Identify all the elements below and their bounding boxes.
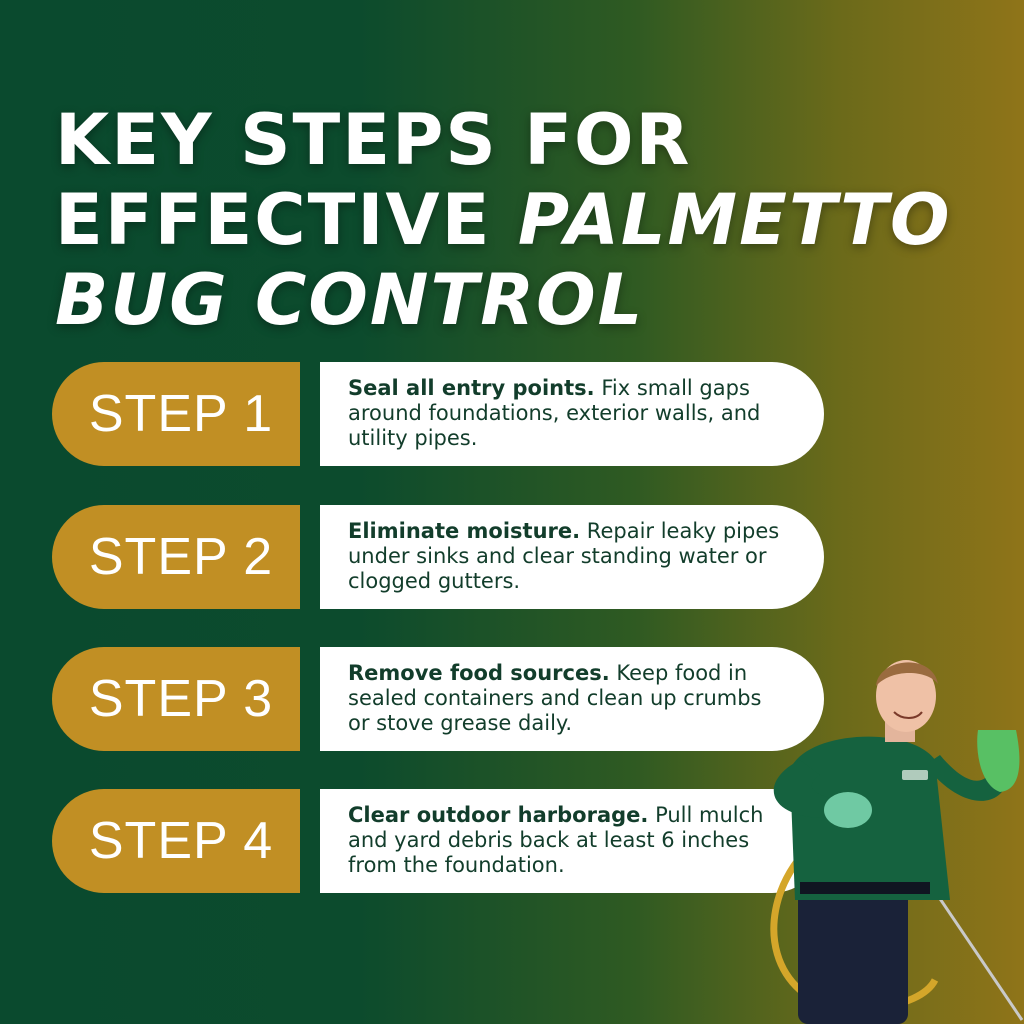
step-3 [52,647,824,751]
step-4-text: Pull mulch and yard debris back at least 6 inches from the foundation. [348,803,764,877]
step-2 [52,505,824,609]
step-1-text: Fix small gaps around foundations, exterior walls, and utility pipes. [348,376,761,450]
title-line-2-italic: PALMETTO [517,179,952,261]
left-glove [824,792,872,828]
step-2-lead: Eliminate moisture. [348,519,581,543]
step-2-description [320,505,824,609]
step-3-text: Keep food in sealed containers and clean up crumbs or stove grease daily. [348,661,762,735]
step-1-label: STEP 1 [52,362,300,466]
shirt-logo [902,770,928,780]
step-1 [52,362,824,466]
step-1-description [320,362,824,466]
step-3-label: STEP 3 [52,647,300,751]
title-line-3-italic: BUG CONTROL [55,259,645,341]
step-4-label: STEP 4 [52,789,300,893]
pest-technician-illustration [760,650,1024,1024]
title-line-1: KEY STEPS FOR [55,99,692,181]
title-line-2: EFFECTIVE [55,179,492,261]
step-4-lead: Clear outdoor harborage. [348,803,649,827]
step-1-lead: Seal all entry points. [348,376,595,400]
step-4 [52,789,824,893]
step-3-description [320,647,824,751]
belt [800,882,930,894]
step-4-description [320,789,824,893]
uniform-shirt [790,737,950,900]
step-2-text: Repair leaky pipes under sinks and clear standing water or clogged gutters. [348,519,780,593]
step-3-lead: Remove food sources. [348,661,610,685]
step-2-label: STEP 2 [52,505,300,609]
page-title [55,100,955,340]
trousers [798,890,908,1024]
